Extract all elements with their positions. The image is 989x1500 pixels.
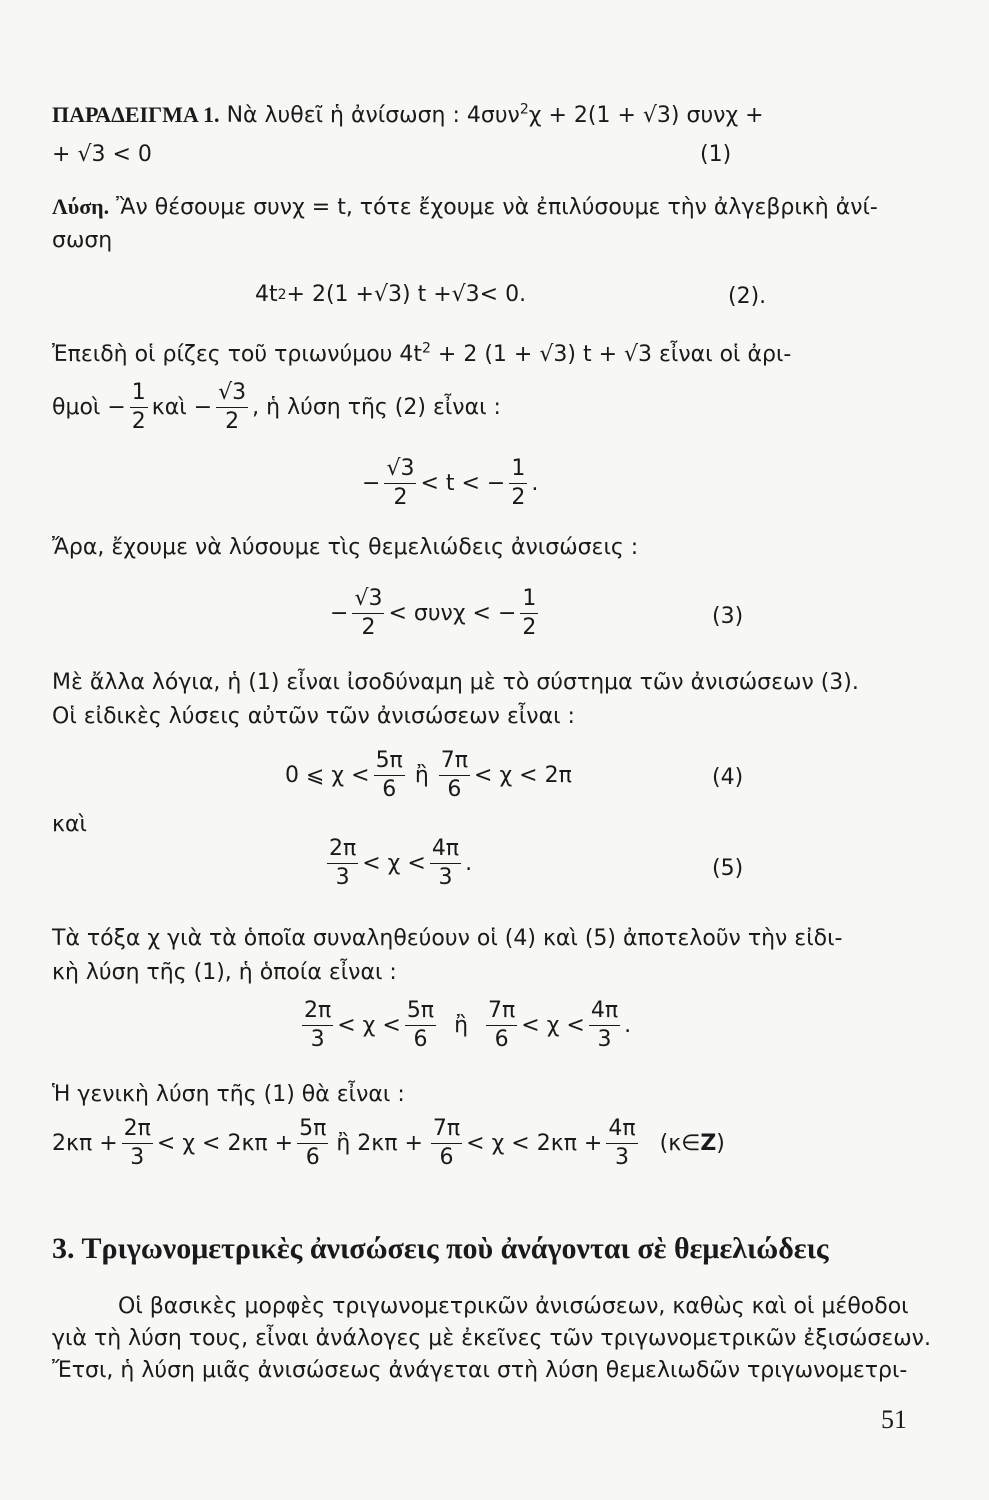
equation-number-5: (5) xyxy=(712,856,744,881)
section-paragraph-line1: Οἱ βασικὲς μορφὲς τριγωνομετρικῶν ἀνισώσεων, καθὼς καὶ οἱ μέθοδοι xyxy=(118,1294,909,1319)
inequality-part2: χ + 2(1 + xyxy=(528,103,643,128)
arcs-line2: κὴ λύση τῆς (1), ἡ ὁποία εἶναι : xyxy=(52,960,397,985)
roots-l2-b: καὶ − xyxy=(151,395,213,420)
sqrt3: √3 xyxy=(539,342,568,367)
roots-l2-c: , ἡ λύση τῆς (2) εἶναι : xyxy=(252,395,501,420)
equiv-line: Μὲ ἄλλα λόγια, ἡ (1) εἶναι ἰσοδύναμη μὲ τὸ σύστημα τῶν ἀνισώσεων (3). xyxy=(52,670,859,695)
inequality-5 xyxy=(323,838,472,889)
inequality-t xyxy=(362,458,538,509)
fraction-4pi-3: $\frac{4\pi}{3}$ xyxy=(431,836,460,890)
sp-mid: < χ < xyxy=(521,1013,585,1038)
fraction-7pi-6: $\frac{7\pi}{6}$ xyxy=(440,748,469,802)
fraction-7pi-6: $\frac{7\pi}{6}$ xyxy=(432,1116,461,1170)
fraction-5pi-6: $\frac{5\pi}{6}$ xyxy=(406,998,435,1052)
solution-text1: Ἂν θέσουμε συνχ = t, τότε ἔχουμε νὰ ἐπιλύσουμε τὴν ἀλγεβρικὴ ἀνί- xyxy=(116,195,878,220)
solution-line1 xyxy=(52,192,922,223)
section-heading: 3. Τριγωνομετρικὲς ἀνισώσεις ποὺ ἀνάγονται σὲ θεμελιώδεις xyxy=(52,1232,829,1265)
eq2-b: + 2(1 + xyxy=(286,282,374,307)
page-number: 51 xyxy=(881,1405,907,1434)
equation-number-1: (1) xyxy=(700,142,732,167)
sqrt3: √3 xyxy=(624,342,653,367)
sqrt3: √3 xyxy=(451,282,480,307)
fraction-sqrt3-2: $\frac{√3}{2}$ xyxy=(386,456,415,510)
eq2-d: < 0. xyxy=(479,282,527,307)
fraction-sqrt3-2: $\frac{√3}{2}$ xyxy=(354,586,383,640)
roots-text4: εἶναι οἱ ἀρι- xyxy=(652,342,792,367)
ineq5-end: . xyxy=(465,851,473,876)
arcs-line1: Τὰ τόξα χ γιὰ τὰ ὁποῖα συναληθεύουν οἱ (4) καὶ (5) ἀποτελοῦν τὴν εἰδι- xyxy=(52,926,843,951)
general-line: Ἡ γενικὴ λύση τῆς (1) θὰ εἶναι : xyxy=(52,1082,405,1107)
roots-line2 xyxy=(52,382,501,433)
equation-2: 4t 2 + 2(1 + √3 ) t + √3 < 0. xyxy=(255,282,527,307)
roots-line1 xyxy=(52,340,922,370)
example-intro: Νὰ λυθεῖ ἡ ἀνίσωση : xyxy=(226,103,460,128)
roots-l2-a: θμοὶ − xyxy=(52,395,126,420)
equation-number-4: (4) xyxy=(712,765,744,790)
gen-c: < χ < 2κπ + xyxy=(466,1131,603,1156)
ineq5-mid: < χ < xyxy=(362,851,426,876)
minus: − xyxy=(330,601,349,626)
inequality-sup: 2 xyxy=(519,101,529,118)
ineq-t-mid: < t < − xyxy=(420,471,506,496)
sqrt3: √3 xyxy=(373,282,402,307)
solution-label: Λύση. xyxy=(52,194,110,219)
integers-symbol: Z xyxy=(700,1131,717,1156)
plus-sign: + xyxy=(52,142,78,167)
gen-a: 2κπ + xyxy=(52,1131,118,1156)
fraction-4pi-3: $\frac{4\pi}{3}$ xyxy=(590,998,619,1052)
special-line: Οἱ εἰδικὲς λύσεις αὐτῶν τῶν ἀνισώσεων εἶναι : xyxy=(52,704,575,729)
fraction-1-2: $\frac{1}{2}$ xyxy=(522,586,537,640)
sp-or: ἢ xyxy=(454,1013,469,1038)
example-line2 xyxy=(52,140,922,170)
sp-end: . xyxy=(624,1013,632,1038)
fraction-1-2: $\frac{1}{2}$ xyxy=(511,456,526,510)
inequality-3 xyxy=(330,588,542,639)
gen-k: (κ∈Z) xyxy=(659,1131,725,1156)
less-than-zero: < 0 xyxy=(105,142,152,167)
fraction-5pi-6: $\frac{5\pi}{6}$ xyxy=(299,1116,327,1170)
general-solution xyxy=(52,1118,725,1169)
roots-text3: ) t + xyxy=(567,342,624,367)
equation-number-3: (3) xyxy=(712,604,744,629)
example-label: ΠΑΡΑΔΕΙΓΜΑ 1. xyxy=(52,102,220,127)
sqrt3: √3 xyxy=(642,103,671,128)
gen-b: < χ < 2κπ + xyxy=(156,1131,294,1156)
section-paragraph-line3: Ἔτσι, ἡ λύση μιᾶς ἀνισώσεως ἀνάγεται στὴ λύση θεμελιωδῶν τριγωνομετρι- xyxy=(52,1358,908,1383)
ineq4-or: ἢ xyxy=(414,763,429,788)
ineq-t-end: . xyxy=(531,471,539,496)
inequality-part1: 4συν xyxy=(466,103,520,128)
example-statement xyxy=(52,100,922,131)
fraction-2pi-3: $\frac{2\pi}{3}$ xyxy=(123,1116,151,1170)
ara-line: Ἄρα, ἔχουμε νὰ λύσουμε τὶς θεμελιώδεις ἀνισώσεις : xyxy=(52,535,639,560)
fraction-2pi-3: $\frac{2\pi}{3}$ xyxy=(304,998,332,1052)
gen-or: ἢ 2κπ + xyxy=(336,1131,423,1156)
sqrt3: √3 xyxy=(77,142,106,167)
equation-number-2: (2). xyxy=(728,284,767,309)
eq2-c: ) t + xyxy=(402,282,452,307)
fraction-2pi-3: $\frac{2\pi}{3}$ xyxy=(329,836,357,890)
ineq4-a: 0 ⩽ χ < xyxy=(285,763,370,788)
special-solution xyxy=(298,1000,631,1051)
roots-sup: 2 xyxy=(422,340,431,357)
ineq3-mid: < συνχ < − xyxy=(388,601,517,626)
inequality-4 xyxy=(285,750,572,801)
fraction-7pi-6: $\frac{7\pi}{6}$ xyxy=(488,998,516,1052)
fraction-sqrt3-2: $\frac{√3}{2}$ xyxy=(218,380,247,434)
solution-line2: σωση xyxy=(52,228,113,253)
section-paragraph-line2: γιὰ τὴ λύση τους, εἶναι ἀνάλογες μὲ ἐκεῖνες τῶν τριγωνομετρικῶν ἐξισώσεων. xyxy=(52,1326,931,1351)
fraction-5pi-6: $\frac{5\pi}{6}$ xyxy=(375,748,403,802)
fraction-1-2: $\frac{1}{2}$ xyxy=(131,380,146,434)
roots-text2: + 2 (1 + xyxy=(430,342,540,367)
minus: − xyxy=(362,471,381,496)
eq2-a: 4t xyxy=(255,282,278,307)
sp-mid: < χ < xyxy=(337,1013,401,1038)
fraction-4pi-3: $\frac{4\pi}{3}$ xyxy=(608,1116,636,1170)
inequality-part3: ) συνχ + xyxy=(670,103,764,128)
roots-text: Ἐπειδὴ οἱ ρίζες τοῦ τριωνύμου 4t xyxy=(52,342,423,367)
kai-line: καὶ xyxy=(52,812,87,837)
ineq4-b: < χ < 2π xyxy=(474,763,572,788)
